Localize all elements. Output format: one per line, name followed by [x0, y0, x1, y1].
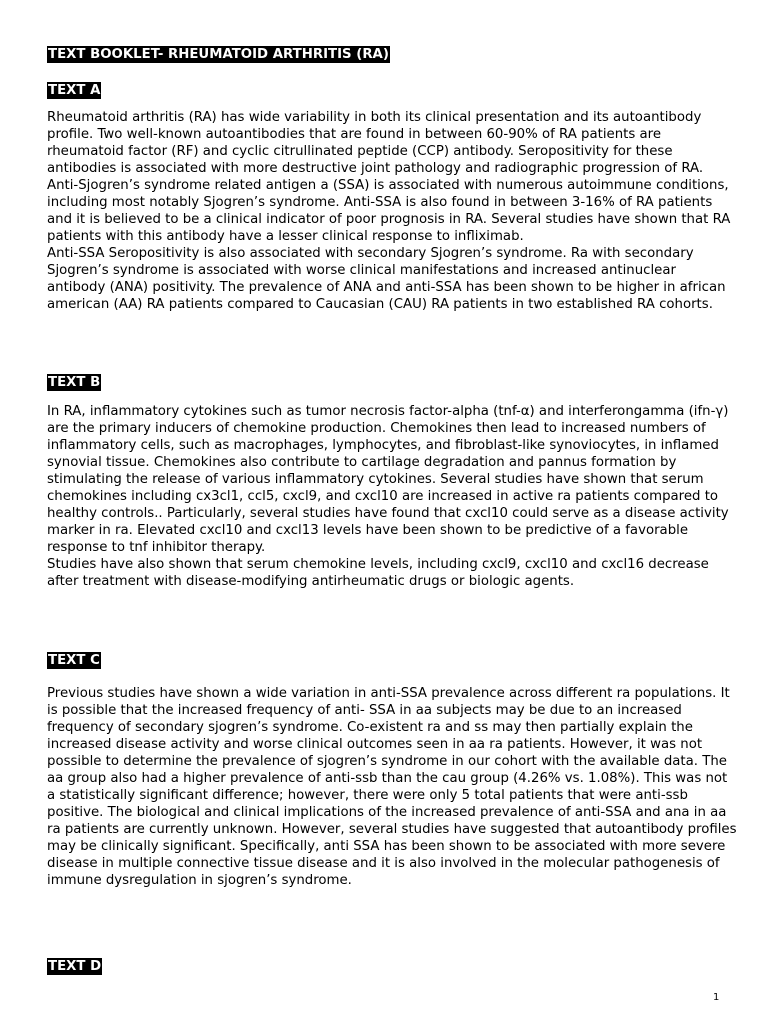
section-heading-text-d: TEXT D [48, 959, 102, 974]
paragraph: Studies have also shown that serum chemokine levels, including cxcl9, cxcl10 and cxcl16 decrease after treatment with disease-modifying antirheumatic drugs or biologic agents. [47, 557, 709, 589]
paragraph: Anti-SSA Seropositivity is also associated with secondary Sjogren’s syndrome. Ra with secondary Sjogren’s syndrome is associated with worse clinical manifestations and increased antinuclear antibody (ANA) positivity. The prevalence of ANA and anti-SSA has been shown to be higher in african american (AA) RA patients compared to Caucasian (CAU) RA patients in two established RA cohorts. [47, 246, 726, 312]
section-heading-text-b: TEXT B [48, 375, 101, 390]
section-body-text-a [47, 109, 737, 313]
section-heading-text-c: TEXT C [48, 653, 100, 668]
page-number: 1 [713, 992, 720, 1003]
paragraph: Rheumatoid arthritis (RA) has wide variability in both its clinical presentation and its autoantibody profile. Two well-known autoantibodies that are found in between 60-90% of RA patients are rheumatoid factor (RF) and cyclic citrullinated peptide (CCP) antibody. Seropositivity for these antibodies is associated with more destructive joint pathology and radiographic progression of RA. Anti-Sjogren’s syndrome related antigen a (SSA) is associated with numerous autoimmune conditions, including most notably Sjogren’s syndrome. Anti-SSA is also found in between 3-16% of RA patients and it is believed to be a clinical indicator of poor prognosis in RA. Several studies have shown that RA patients with this antibody have a lesser clinical response to infliximab. [47, 110, 731, 244]
paragraph: Previous studies have shown a wide variation in anti-SSA prevalence across different ra populations. It is possible that the increased frequency of anti- SSA in aa subjects may be due to an increased frequency of secondary sjogren’s syndrome. Co-existent ra and ss may then partially explain the increased disease activity and worse clinical outcomes seen in aa ra patients. However, it was not possible to determine the prevalence of sjogren’s syndrome in our cohort with the available data. The aa group also had a higher prevalence of anti-ssb than the cau group (4.26% vs. 1.08%). This was not a statistically significant difference; however, there were only 5 total patients that were anti-ssb positive. The biological and clinical implications of the increased prevalence of anti-SSA and ana in aa ra patients are currently unknown. However, several studies have suggested that autoantibody profiles may be clinically significant. Specifically, anti SSA has been shown to be associated with more severe disease in multiple connective tissue disease and it is also involved in the molecular pathogenesis of immune dysregulation in sjogren’s syndrome. [47, 686, 737, 888]
paragraph: In RA, inflammatory cytokines such as tumor necrosis factor-alpha (tnf-α) and interferongamma (ifn-γ) are the primary inducers of chemokine production. Chemokines then lead to increased numbers of inflammatory cells, such as macrophages, lymphocytes, and fibroblast-like synoviocytes, in inflamed synovial tissue. Chemokines also contribute to cartilage degradation and pannus formation by stimulating the release of various inflammatory cytokines. Several studies have shown that serum chemokines including cx3cl1, ccl5, cxcl9, and cxcl10 are increased in active ra patients compared to healthy controls.. Particularly, several studies have found that cxcl10 could serve as a disease activity marker in ra. Elevated cxcl10 and cxcl13 levels have been shown to be predictive of a favorable response to tnf inhibitor therapy. [47, 404, 729, 555]
section-heading-text-a: TEXT A [48, 83, 101, 98]
section-body-text-b [47, 403, 737, 590]
document-title: TEXT BOOKLET- RHEUMATOID ARTHRITIS (RA) [48, 47, 389, 62]
section-body-text-c [47, 685, 737, 889]
